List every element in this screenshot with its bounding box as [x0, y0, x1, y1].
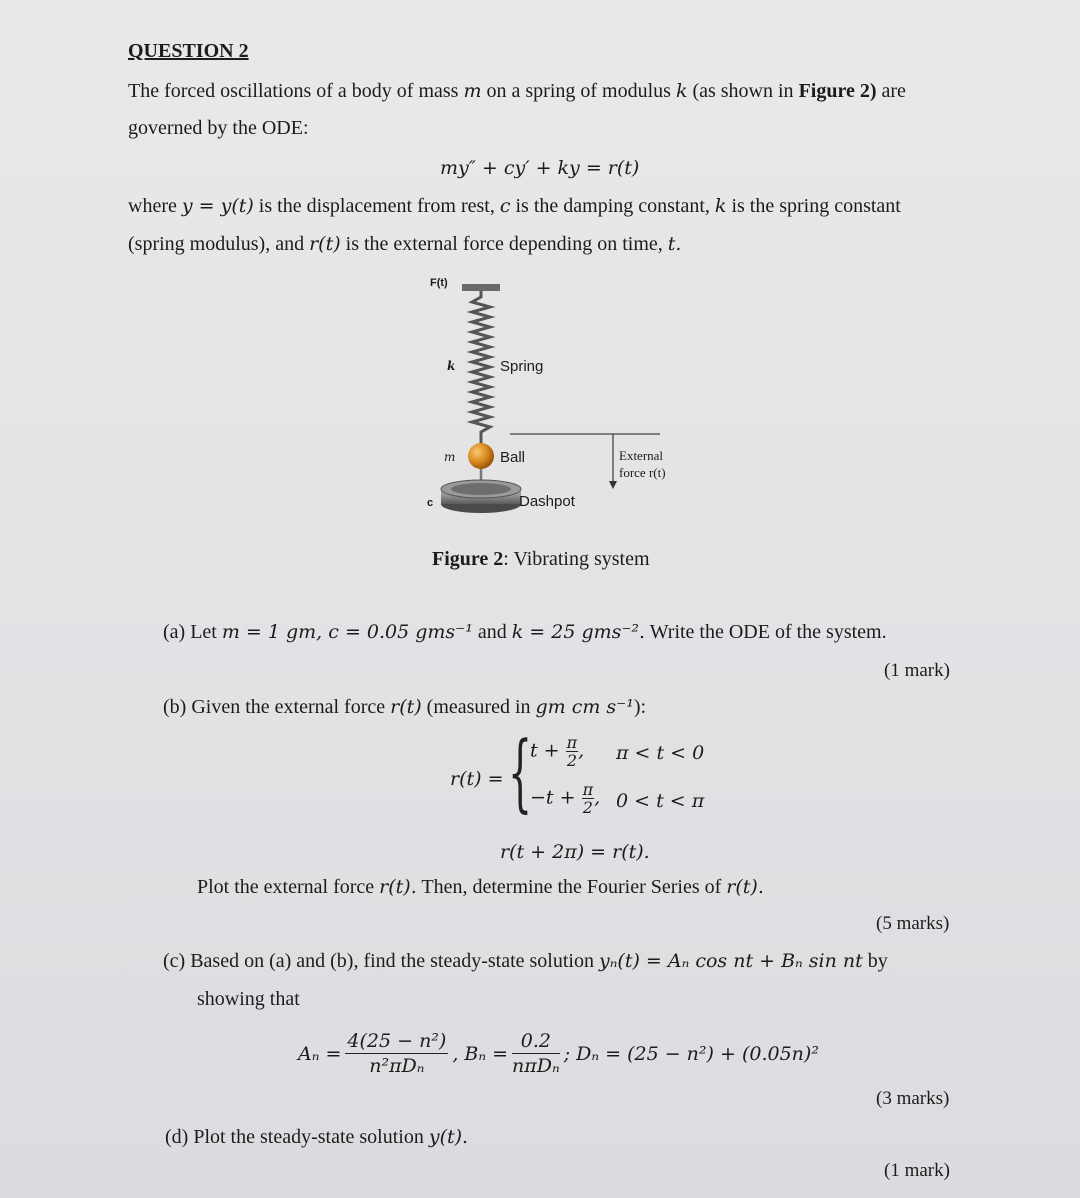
part-a-marks: (1 mark): [884, 660, 950, 681]
part-b-plot-text: Plot the external force r(t). Then, determine the Fourier Series of r(t).: [197, 876, 764, 898]
spring-coil: [472, 291, 490, 443]
label-spring: Spring: [500, 358, 544, 375]
part-b-text: (b) Given the external force r(t) (measured in gm cm s⁻¹):: [163, 696, 647, 718]
spring-mass-diagram: [420, 275, 690, 525]
ode-equation: my″ + cy′ + ky = r(t): [440, 157, 640, 179]
label-ball: Ball: [500, 449, 526, 466]
label-external-1: External: [619, 448, 664, 463]
piecewise-case-2: −t + $\frac{\pi}{2}$ ,: [530, 780, 601, 817]
external-force-arrow: [609, 481, 617, 489]
label-F: F(t): [430, 277, 448, 289]
piecewise-cond-2: 0 < t < π: [616, 790, 705, 812]
part-b-marks: (5 marks): [876, 913, 950, 934]
intro-line-1: The forced oscillations of a body of mass m on a spring of modulus k (as shown in Figure 2) are: [128, 80, 906, 102]
label-m: m: [444, 450, 456, 464]
part-c-text: (c) Based on (a) and (b), find the steady-state solution yₙ(t) = Aₙ cos nt + Bₙ sin nt by: [163, 950, 888, 972]
part-a-text: (a) Let m = 1 gm, c = 0.05 gms⁻¹ and k = 25 gms⁻². Write the ODE of the system.: [163, 621, 887, 643]
periodicity: r(t + 2π) = r(t).: [500, 841, 650, 863]
part-c-marks: (3 marks): [876, 1088, 950, 1109]
figure-caption: Figure 2: Vibrating system: [432, 548, 650, 570]
ball: [468, 443, 494, 469]
label-k: k: [447, 359, 456, 373]
vibrating-system-figure: [420, 275, 690, 525]
intro-line-2: governed by the ODE:: [128, 117, 309, 139]
coefficients-formula: Aₙ = $\frac{\text{4(25 − n²)}}{\text{n²πDₙ}}$ , Bₙ = $\frac{0.2}{\text{nπDₙ}}$ ; Dₙ = (25 − n²) + (0.05n)²: [298, 1030, 819, 1077]
label-dashpot: Dashpot: [519, 493, 575, 510]
where-line: where y = y(t) is the displacement from rest, c is the damping constant, k is the spring constant: [128, 195, 901, 217]
part-d-text: (d) Plot the steady-state solution y(t).: [165, 1126, 469, 1148]
piecewise-cond-1: π < t < 0: [616, 742, 705, 764]
label-external-2: force r(t): [619, 465, 666, 480]
part-d-marks: (1 mark): [884, 1160, 950, 1181]
piecewise-brace: {: [508, 723, 533, 821]
piecewise-lhs: r(t) =: [450, 768, 504, 790]
piecewise-case-1: t + $\frac{\pi}{2}$ ,: [530, 733, 585, 770]
question-title: QUESTION 2: [128, 40, 249, 62]
label-c: c: [427, 497, 434, 509]
spring-modulus-line: (spring modulus), and r(t) is the external force depending on time, t.: [128, 233, 682, 255]
support-plate: [462, 284, 500, 291]
part-c-line-2: showing that: [197, 988, 300, 1010]
